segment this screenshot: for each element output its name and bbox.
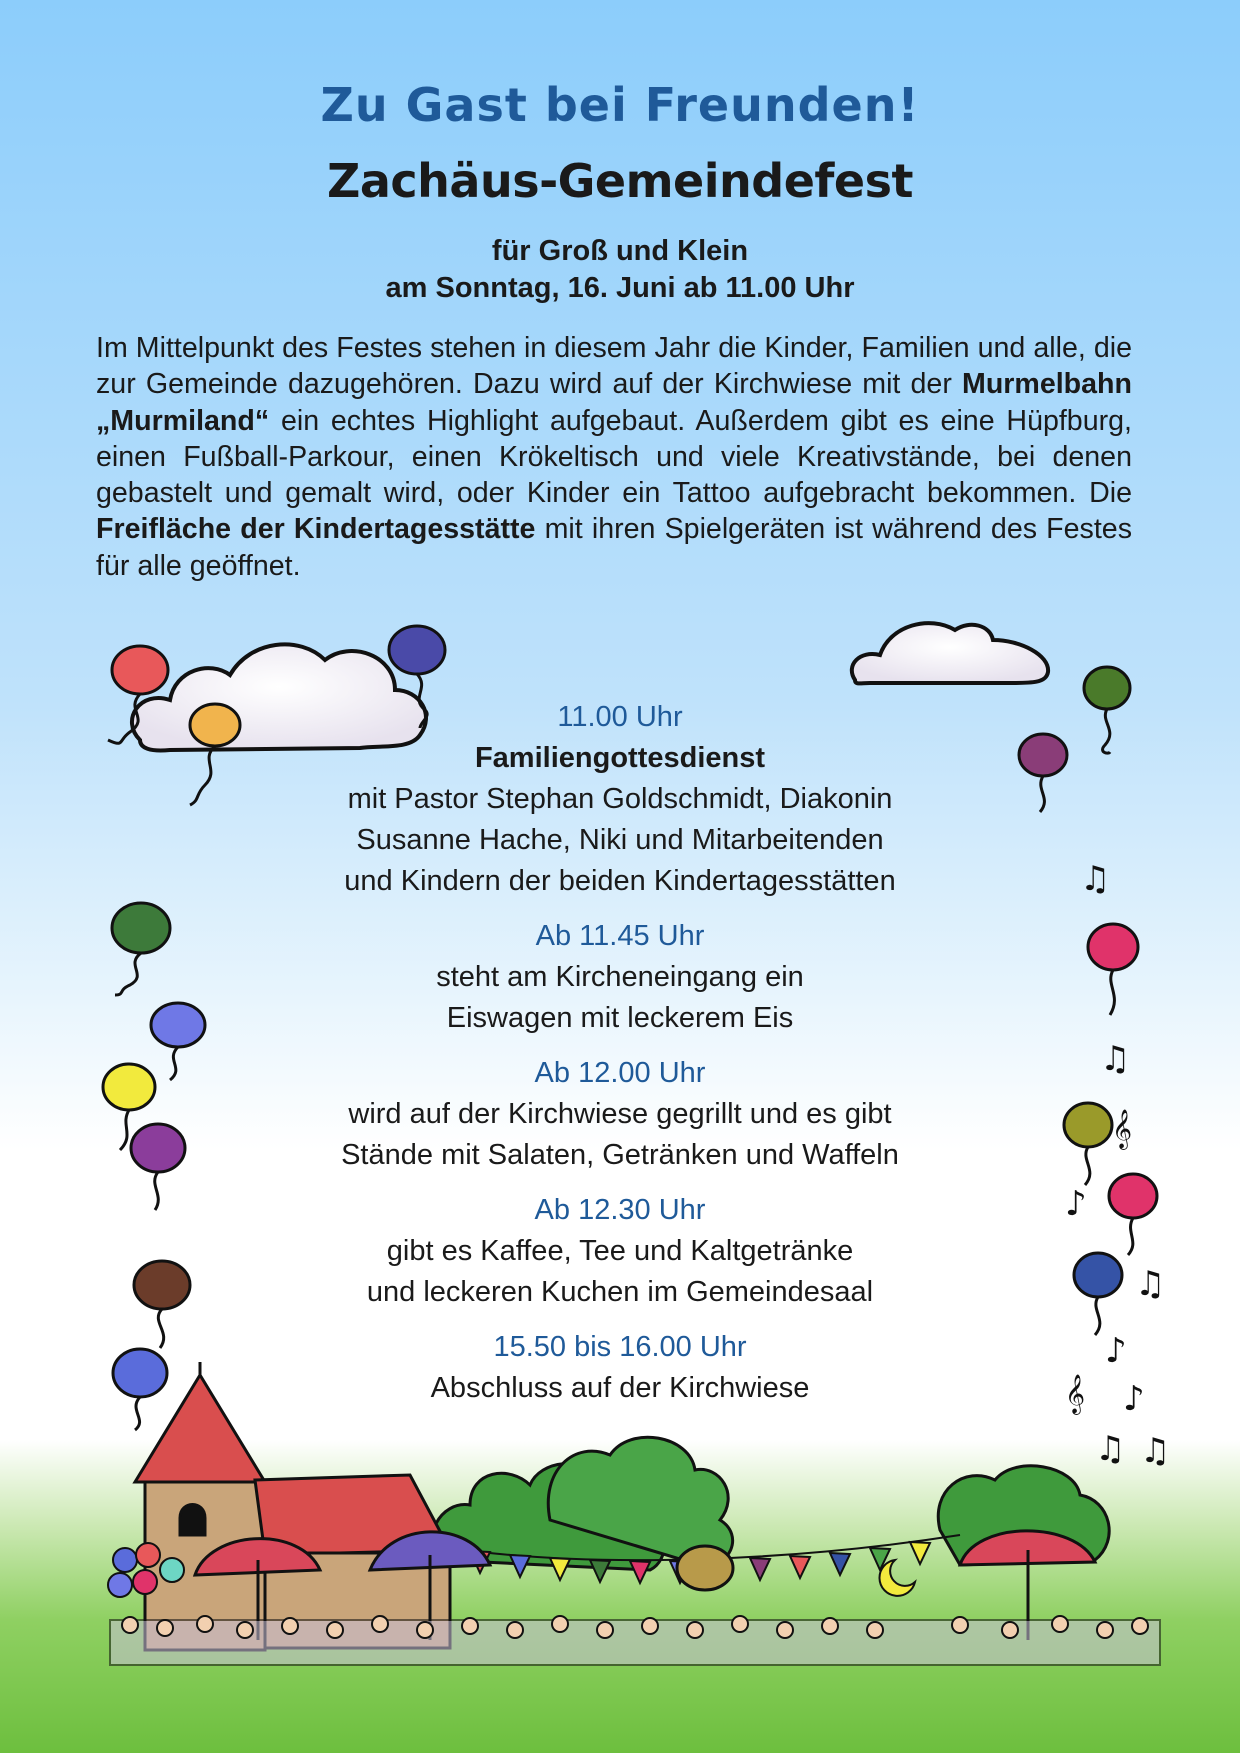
program-line: gibt es Kaffee, Tee und Kaltgetränke (386, 1235, 854, 1267)
svg-text:♫: ♫ (1095, 1429, 1126, 1469)
program-item (0, 1053, 1240, 1176)
program-line: Abschluss auf der Kirchwiese (430, 1372, 810, 1404)
svg-text:♪: ♪ (1105, 1331, 1127, 1371)
lantern-icon (677, 1546, 733, 1590)
program-item (0, 916, 1240, 1039)
page-title: Zachäus-Gemeindefest (327, 154, 913, 208)
svg-text:♫: ♫ (1100, 1039, 1131, 1079)
program-line: Stände mit Salaten, Getränken und Waffeln (341, 1139, 899, 1171)
program-time: 11.00 Uhr (557, 701, 683, 733)
program-item (0, 1190, 1240, 1313)
svg-text:♫: ♫ (1080, 859, 1111, 899)
moon-icon (879, 1560, 915, 1596)
program-item (0, 697, 1240, 902)
program-line: und leckeren Kuchen im Gemeindesaal (366, 1276, 874, 1308)
intro-text: mit ihren Spielgeräten ist während des Festes für alle geöffnet. (96, 513, 1132, 582)
crowd-icon (110, 1616, 1160, 1665)
program-line: mit Pastor Stephan Goldschmidt, Diakonin (347, 783, 893, 815)
program-line: steht am Kircheneingang ein (436, 961, 804, 993)
program-time: Ab 12.00 Uhr (534, 1057, 706, 1089)
svg-text:𝄞: 𝄞 (1112, 1109, 1133, 1149)
program-line: und Kindern der beiden Kindertagesstätten (344, 865, 896, 897)
motto-heading: Zu Gast bei Freunden! (320, 78, 920, 132)
program-line: wird auf der Kirchwiese gegrillt und es gibt (348, 1098, 892, 1130)
intro-text: Im Mittelpunkt des Festes stehen in diesem Jahr die Kinder, Familien und alle, die zur Gemeinde dazugehören. Dazu wird auf der Kirchwiese mit der (96, 332, 1132, 401)
program-time: Ab 11.45 Uhr (535, 920, 705, 952)
program-time: 15.50 bis 16.00 Uhr (493, 1331, 747, 1363)
svg-text:♫: ♫ (1140, 1431, 1171, 1471)
intro-text: ein echtes Highlight aufgebaut. Außerdem gibt es eine Hüpfburg, einen Fußball-Parkour, einen Krökeltisch und viele Kreativstände, bei denen gebastelt und gemalt wird, oder Kinder ein Tattoo aufgebracht bekommen. Die (96, 404, 1132, 510)
intro-paragraph (96, 330, 1132, 584)
audience-line: für Groß und Klein (491, 235, 749, 267)
program-line: Eiswagen mit leckerem Eis (446, 1002, 794, 1034)
svg-text:♫: ♫ (1135, 1264, 1166, 1304)
program-time: Ab 12.30 Uhr (534, 1194, 706, 1226)
program-item (0, 1327, 1240, 1409)
intro-highlight-kita: Freifläche der Kindertagesstätte (96, 513, 536, 546)
program-heading: Familiengottesdienst (474, 742, 766, 774)
svg-text:𝄞: 𝄞 (1065, 1374, 1086, 1414)
intro-highlight-murmelbahn: Murmelbahn „Murmiland“ (96, 368, 1132, 437)
program-schedule (0, 697, 1240, 1423)
svg-text:♪: ♪ (1123, 1379, 1145, 1419)
program-line: Susanne Hache, Niki und Mitarbeitenden (356, 824, 884, 856)
svg-text:♪: ♪ (1065, 1184, 1087, 1224)
event-subtitle (0, 233, 1240, 307)
date-line: am Sonntag, 16. Juni ab 11.00 Uhr (385, 272, 855, 304)
cloud-icon (852, 623, 1048, 683)
